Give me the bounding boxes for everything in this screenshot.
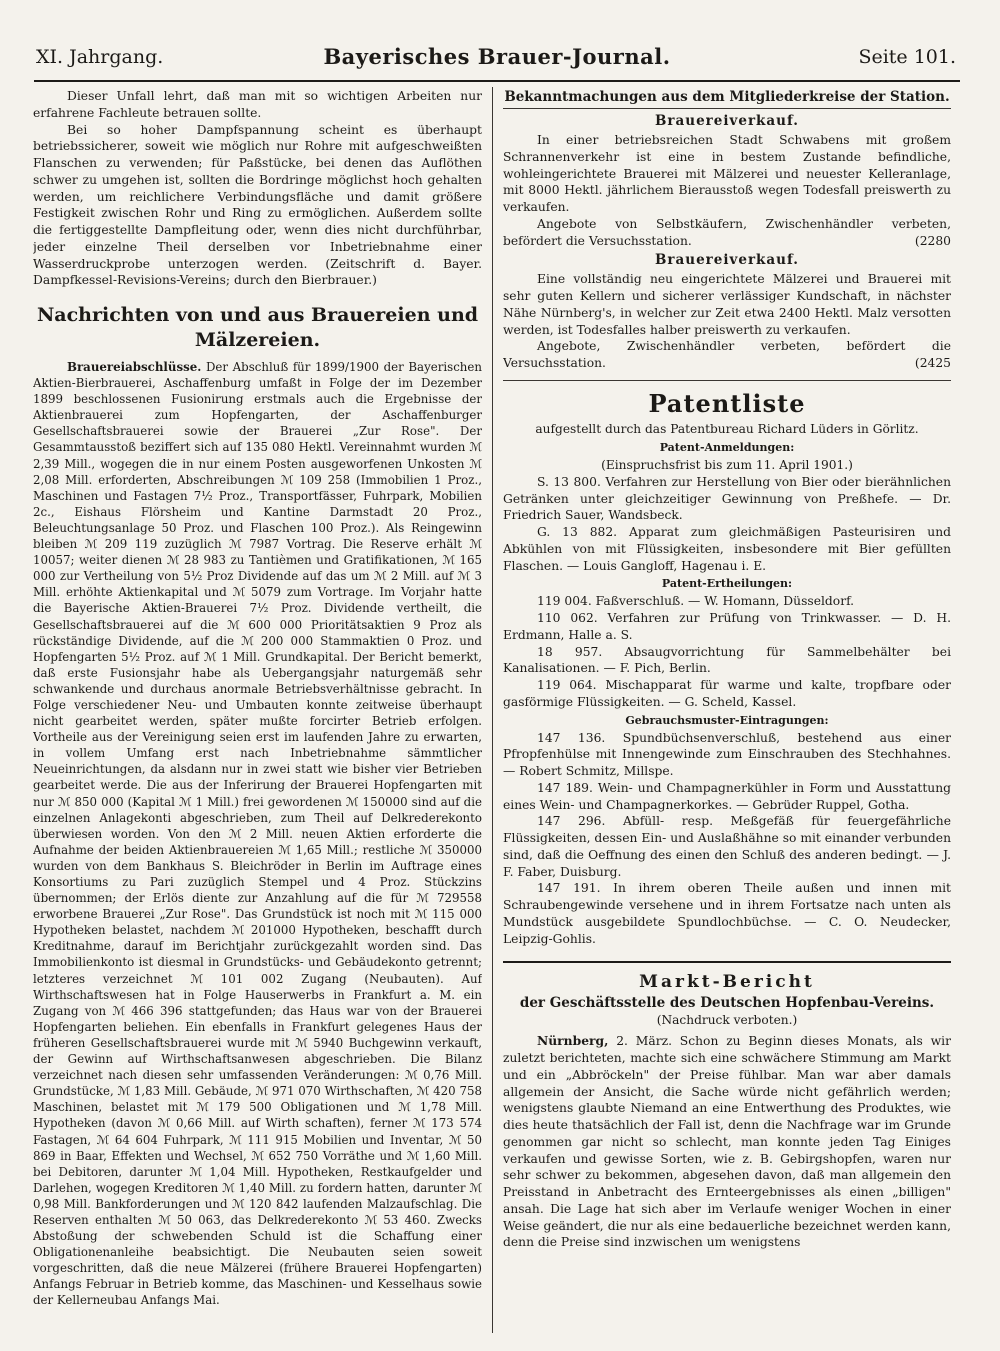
intro-paragraph-1: Dieser Unfall lehrt, daß man mit so wichtigen Arbeiten nur erfahrene Fachleute betrauen sollte.	[33, 89, 482, 120]
notices-rule	[503, 108, 951, 109]
volume-label: XI. Jahrgang.	[36, 46, 164, 68]
market-rule	[503, 961, 951, 963]
notice-1-number: (2280	[914, 233, 951, 248]
intro-paragraph-2: Bei so hoher Dampfspannung scheint es überhaupt betriebssicherer, soweit wie möglich nur Rohre mit aufgeschweißten Flanschen zu verwenden; für Paßstücke, bei denen das Auflöthen schwer zu umgehen ist, sollten die Bordringe möglichst hoch gehalten werden, um reichlichere Verbindungsfläche und damit größere Festigkeit zwischen Rohr und Ring zu ermöglichen. Außerdem sollte die fertiggestellte Dampfleitung oder, wenn dies nicht durchführbar, jeder einzelne Theil derselben vor Inbetriebnahme einer Wasserdruckprobe unterzogen werden. (Zeitschrift d. Bayer. Dampfkessel-Revisions-Vereins; durch den Bierbrauer.)	[33, 122, 482, 288]
market-note: (Nachdruck verboten.)	[656, 1013, 798, 1028]
brewery-results-paragraph	[33, 359, 482, 1309]
market-place: Nürnberg,	[537, 1033, 609, 1049]
grant-entry: 119 064. Mischapparat für warme und kalte, tropfbare oder gasförmige Flüssigkeiten. — G. Scheld, Kassel.	[503, 678, 951, 709]
notice-2-offer-text: Angebote, Zwischenhändler verbeten, befördert die Versuchsstation.	[503, 339, 951, 370]
grant-entry: 110 062. Verfahren zur Prüfung von Trinkwasser. — D. H. Erdmann, Halle a. S.	[503, 611, 951, 642]
brewery-results-text: Der Abschluß für 1899/1900 der Bayerischen Aktien-Bierbrauerei, Aschaffenburg umfaßt in Folge der im Dezember 1899 beschlossenen Fusionirung erstmals auch die Ergebnisse der Aktienbrauerei zum Hopfengarten, der Aschaffenburger Gesellschaftsbrauerei sowie der Brauerei „Zur Rose". Der Gesammtausstoß beziffert sich auf 135 080 Hektl. Vereinnahmt wurden ℳ 2,39 Mill., wogegen die in nur einem Posten ausgeworfenen Unkosten ℳ 2,08 Mill. erforderten, Abschreibungen ℳ 109 258 (Immobilien 1 Proz., Maschinen und Fastagen 7½ Proz., Transportfässer, Fuhrpark, Mobilien 2c., Eishaus Flörsheim und Kantine Darmstadt 20 Proz., Beleuchtungsanlage 50 Proz. und Flaschen 100 Proz.). Als Reingewinn bleiben ℳ 209 119 zuzüglich ℳ 7987 Vortrag. Die Reserve erhält ℳ 10057; weiter dienen ℳ 28 983 zu Tantièmen und Gratifikationen, ℳ 165 000 zur Vertheilung von 5½ Proz Dividende auf das um ℳ 2 Mill. auf ℳ 3 Mill. erhöhte Aktienkapital und ℳ 5079 zum Vortrage. Im Vorjahr hatte die Bayerische Aktien-Brauerei 7½ Proz. Dividende vertheilt, die Gesellschaftsbrauerei auf die ℳ 600 000 Prioritätsaktien 9 Proz als rückständige Dividende, auf die ℳ 200 000 Stammaktien 0 Proz. und Hopfengarten 5½ Proz. auf ℳ 1 Mill. Grundkapital. Der Bericht bemerkt, daß erste Fusionsjahr habe als Uebergangsjahr naturgemäß sehr schwankende und durchaus anormale Betriebsverhältnisse gebracht. In Folge verschiedener Neu- und Umbauten konnte zeitweise überhaupt nicht gearbeitet werden, später mußte forcirter Betrieb erfolgen. Vortheile aus der Vereinigung seien erst im laufenden Jahre zu erwarten, in vollem Umfang erst nach Inbetriebnahme sämmtlicher Neueinrichtungen, da alsdann nur in zwei statt wie bisher vier Betrieben gearbeitet werde. Die aus der Inferirung der Brauerei Hopfengarten mit nur ℳ 850 000 (Kapital ℳ 1 Mill.) frei gewordenen ℳ 150000 sind auf die einzelnen Anlagekonti abgeschrieben, zum Theil auf Delkrederekonto überwiesen worden. Von den ℳ 2 Mill. neuen Aktien erforderte die Aufnahme der beiden Aktienbrauereien ℳ 1,65 Mill.; restliche ℳ 350000 wurden von dem Bankhaus S. Bleichröder in Berlin im Auftrage eines Konsortiums zu Pari zuzüglich Stempel und 4 Proz. Stückzins übernommen; der Erlös diente zur Anzahlung auf die für ℳ 729558 erworbene Brauerei „Zur Rose". Das Grundstück ist noch mit ℳ 115 000 Hypotheken belastet, nachdem ℳ 201000 Hypotheken, beschafft durch Kreditnahme, darauf im Berichtjahr zurückgezahlt worden sind. Das Immobilienkonto ist diesmal in Grundstücks- und Gebäudekonto getrennt; letzteres verzeichnet ℳ 101 002 Zugang (Neubauten). Auf Wirthschaftswesen hat in Folge Hauserwerbs in Frankfurt a. M. ein Zugang von ℳ 466 396 stattgefunden; das Haus war von der Brauerei Hopfengarten beliehen. Ein ebenfalls in Frankfurt gelegenes Haus der früheren Gesellschaftsbrauerei wurde mit ℳ 5940 Buchgewinn verkauft, der Gewinn auf Wirthschaftsanwesen abgeschrieben. Die Bilanz verzeichnet nach diesen sehr umfassenden Veränderungen: ℳ 0,76 Mill. Grundstücke, ℳ 1,83 Mill. Gebäude, ℳ 971 070 Wirthschaften, ℳ 420 758 Maschinen, belastet mit ℳ 179 500 Obligationen und ℳ 1,78 Mill. Hypotheken (davon ℳ 0,66 Mill. auf Wirth schaften), ferner ℳ 173 574 Fastagen, ℳ 64 604 Fuhrpark, ℳ 111 915 Mobilien und Inventar, ℳ 50 869 in Baar, Effekten und Wechsel, ℳ 652 750 Vorräthe und ℳ 1,60 Mill. bei Debitoren, darunter ℳ 1,04 Mill. Hypotheken, Restkaufgelder und Darlehen, wogegen Kreditoren ℳ 1,40 Mill. zu fordern hatten, darunter ℳ 0,98 Mill. Bankforderungen und ℳ 120 842 laufenden Malzaufschlag. Die Reserven enthalten ℳ 50 063, das Delkrederekonto ℳ 53 460. Zwecks Abstoßung der schwebenden Schuld ist die Schaffung einer Obligationenanleihe beabsichtigt. Die Neubauten seien soweit vorgeschritten, daß die neue Mälzerei (frühere Brauerei Hopfengarten) Anfangs Februar in Betrieb komme, das Maschinen- und Kesselhaus sowie der Kellerneubau Anfangs Mai.	[33, 360, 482, 1308]
grants-heading: Patent-Ertheilungen:	[661, 577, 793, 591]
notice-2-offer	[503, 338, 951, 372]
notice-2-number: (2425	[914, 356, 951, 370]
running-head	[34, 40, 960, 82]
patent-title: Patentliste	[648, 388, 806, 418]
grant-entry: 119 004. Faßverschluß. — W. Homann, Düsseldorf.	[537, 594, 855, 609]
patent-rule	[503, 380, 951, 381]
notices-heading: Bekanntmachungen aus dem Mitgliederkreise der Station.	[504, 89, 950, 105]
applications-heading: Patent-Anmeldungen:	[659, 440, 795, 454]
application-entry: G. 13 882. Apparat zum gleichmäßigen Pasteurisiren und Abkühlen von mit Flüssigkeiten, insbesondere mit Bier gefüllten Flaschen. — Louis Gangloff, Hagenau i. E.	[503, 525, 951, 573]
column-divider	[492, 87, 493, 1333]
right-column	[503, 88, 951, 1333]
notice-1-offer-text: Angebote von Selbstkäufern, Zwischenhändler verbeten, befördert die Versuchsstation.	[503, 216, 951, 248]
grant-entry: 18 957. Absaugvorrichtung für Sammelbehälter bei Kanalisationen. — F. Pich, Berlin.	[503, 644, 951, 676]
market-subtitle: der Geschäftsstelle des Deutschen Hopfenbau-Vereins.	[519, 995, 935, 1012]
notice-1-text: In einer betriebsreichen Stadt Schwabens mit großem Schrannenverkehr ist eine in bestem Zustande befindliche, wohleingerichtete Brauerei mit Mälzerei und neuester Kelleranlage, mit 8000 Hektl. jährlichem Bierausstoß wegen Todesfall preiswerth zu verkaufen.	[503, 133, 951, 214]
model-entry: 147 136. Spundbüchsenverschluß, bestehend aus einer Pfropfenhülse mit Innengewinde zum Einschrauben des Stechhahnes. — Robert Schmitz, Millspe.	[503, 730, 951, 778]
models-heading: Gebrauchsmuster-Eintragungen:	[625, 713, 829, 727]
application-entry: S. 13 800. Verfahren zur Herstellung von Bier oder bierähnlichen Getränken unter gleichzeitiger Gewinnung von Preßhefe. — Dr. Friedrich Sauer, Wandsbeck.	[503, 474, 951, 523]
page-number: Seite 101.	[858, 46, 956, 68]
market-report-text: 2. März. Schon zu Beginn dieses Monats, als wir zuletzt berichteten, machte sich eine schwächere Stimmung am Markt und ein „Abbröckeln" der Preise fühlbar. Man war aber damals allgemein der Ansicht, die Sache würde nicht gefährlich werden; wenigstens glaubte Niemand an eine Entwerthung des Produktes, wie dies heute thatsächlich der Fall ist, denn die Nachfrage war im Grunde genommen gar nicht so schlecht, man konnte jeden Tag Einiges verkaufen und gewisse Sorten, wie z. B. Gebirgshopfen, waren nur sehr schwer zu bekommen, abgesehen davon, daß man allgemein den Preisstand in Anbetracht des Ernteergebnisses als einen „billigen" ansah. Die Lage hat sich aber im Verlaufe weniger Wochen in einer Weise geändert, die nur als eine bedauerliche bezeichnet werden kann, denn die Preise sind inzwischen um wenigstens	[503, 1034, 951, 1250]
model-entry: 147 191. In ihrem oberen Theile außen und innen mit Schraubengewinde versehene und in ihrem Fortsatze nach unten als Mundstück ausgebildete Spundlochbüchse. — C. O. Neudecker, Leipzig-Gohlis.	[503, 881, 951, 946]
patent-subtitle: aufgestellt durch das Patentbureau Richard Lüders in Görlitz.	[535, 421, 919, 436]
notice-1-title: Brauereiverkauf.	[655, 113, 799, 129]
applications-deadline: (Einspruchsfrist bis zum 11. April 1901.)	[601, 457, 853, 472]
news-heading: Nachrichten von und aus Brauereien und Mälzereien.	[36, 304, 479, 351]
journal-title: Bayerisches Brauer-Journal.	[323, 44, 671, 69]
notice-2-text: Eine vollständig neu eingerichtete Mälzerei und Brauerei mit sehr guten Kellern und sicherer verlässiger Kundschaft, in nächster Nähe Nürnberg's, in welcher zur Zeit etwa 2400 Hektl. Malz versotten werden, ist Todesfalles halber preiswerth zu verkaufen.	[503, 272, 951, 337]
notice-1-offer	[503, 216, 951, 250]
model-entry: 147 189. Wein- und Champagnerkühler in Form und Ausstattung eines Wein- und Champagnerkorkes. — Gebrüder Ruppel, Gotha.	[503, 780, 951, 812]
notice-2-title: Brauereiverkauf.	[655, 252, 799, 269]
runin-heading: Brauereiabschlüsse.	[67, 360, 202, 374]
market-report-paragraph	[503, 1033, 951, 1251]
left-column	[33, 88, 482, 1333]
market-title: Markt-Bericht	[639, 972, 815, 993]
model-entry: 147 296. Abfüll- resp. Meßgefäß für feuergefährliche Flüssigkeiten, dessen Ein- und Auslaßhähne so mit einander verbunden sind, daß die Oeffnung des einen den Schluß des anderen bedingt. — J. F. Faber, Duisburg.	[503, 814, 951, 879]
